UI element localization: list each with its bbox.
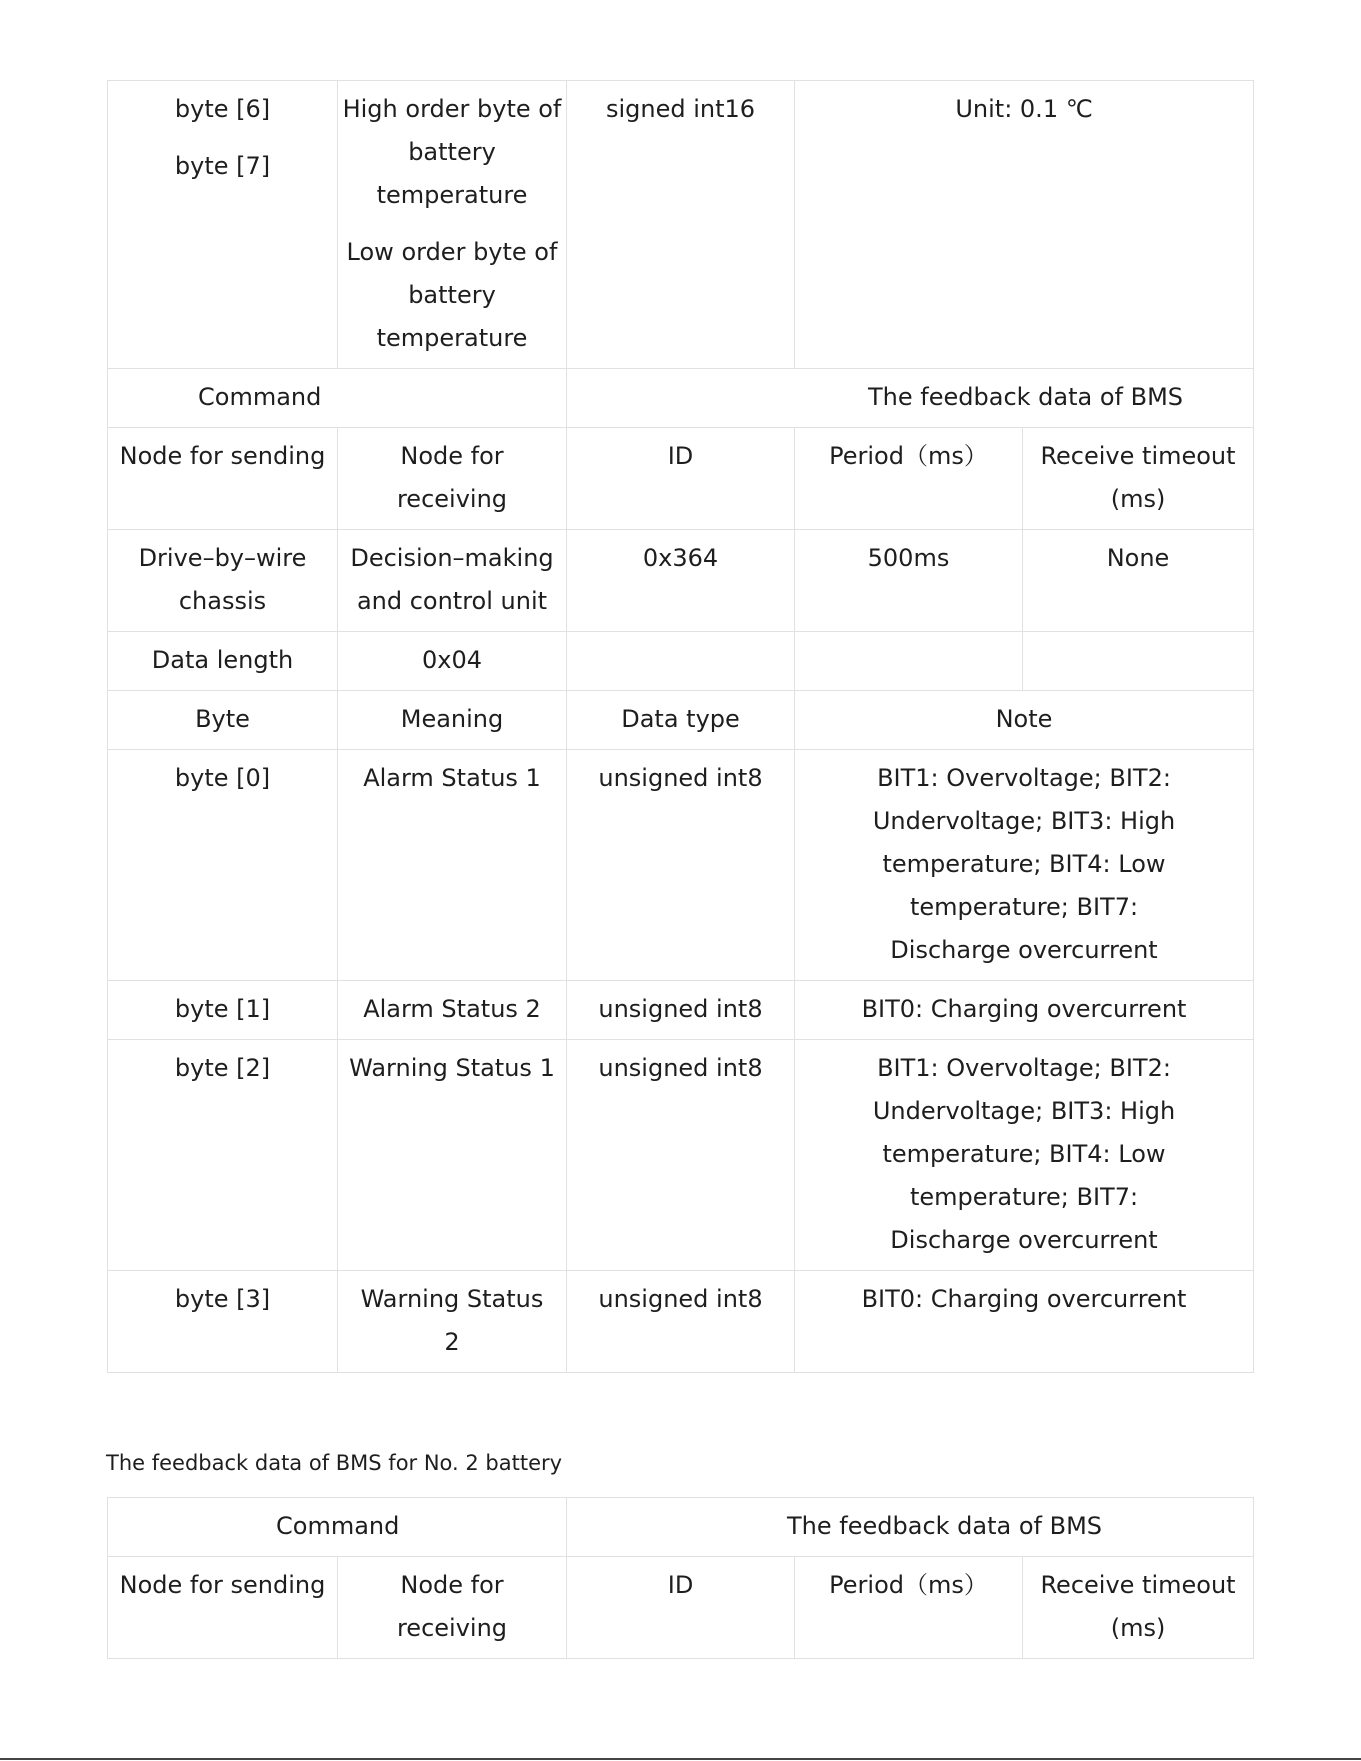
note-cell: Unit: 0.1 ℃ (795, 81, 1254, 369)
data-type-cell: unsigned int8 (567, 1271, 795, 1373)
meaning-cell: Warning Status 2 (338, 1271, 567, 1373)
table-row (108, 981, 1254, 1040)
header-cell: Receive timeout (ms) (1023, 1557, 1254, 1659)
data-length-value: 0x04 (338, 632, 567, 691)
header-cell: ID (567, 1557, 795, 1659)
header-cell: Byte (108, 691, 338, 750)
data-length-label: Data length (108, 632, 338, 691)
table-row (108, 750, 1254, 981)
byte-label: byte [6] (174, 95, 271, 123)
command-row (108, 1498, 1254, 1557)
header-cell: Receive timeout (ms) (1023, 428, 1254, 530)
data-type-cell: unsigned int8 (567, 1040, 795, 1271)
table-row (108, 1040, 1254, 1271)
bms-table-battery-1 (107, 80, 1254, 1373)
byte-cell: byte [1] (108, 981, 338, 1040)
header-cell: Node for receiving (338, 428, 567, 530)
header-cell: Period（ms） (795, 428, 1023, 530)
header-cell: Node for receiving (338, 1557, 567, 1659)
byte-cell: byte [0] (108, 750, 338, 981)
header-cell: Period（ms） (795, 1557, 1023, 1659)
command-row (108, 369, 1254, 428)
meaning-cell: Warning Status 1 (338, 1040, 567, 1271)
command-value: The feedback data of BMS (567, 369, 1254, 428)
data-type-cell: unsigned int8 (567, 981, 795, 1040)
byte-header-row (108, 691, 1254, 750)
meaning-text: High order byte of battery temperature (342, 95, 562, 209)
meaning-cell (338, 81, 567, 369)
header-row (108, 428, 1254, 530)
header-row (108, 1557, 1254, 1659)
header-cell: Note (795, 691, 1254, 750)
command-label: Command (108, 1498, 567, 1557)
header-cell: ID (567, 428, 795, 530)
page-bottom-rule (0, 1758, 1361, 1760)
data-type-cell: unsigned int8 (567, 750, 795, 981)
data-type-cell: signed int16 (567, 81, 795, 369)
bms-table-battery-2 (107, 1497, 1254, 1659)
meaning-cell: Alarm Status 1 (338, 750, 567, 981)
value-cell: Decision–making and control unit (338, 530, 567, 632)
table-row (108, 1271, 1254, 1373)
header-cell: Meaning (338, 691, 567, 750)
note-cell: BIT1: Overvoltage; BIT2: Undervoltage; BIT3: High temperature; BIT4: Low temperature; BIT7: Discharge overcurrent (795, 750, 1254, 981)
command-value: The feedback data of BMS (567, 1498, 1254, 1557)
command-label: Command (108, 369, 567, 428)
header-cell: Node for sending (108, 428, 338, 530)
meaning-cell: Alarm Status 2 (338, 981, 567, 1040)
note-cell: BIT0: Charging overcurrent (795, 1271, 1254, 1373)
empty-cell (567, 632, 795, 691)
table-row (108, 81, 1254, 369)
meaning-text: Low order byte of battery temperature (346, 238, 558, 352)
data-length-row (108, 632, 1254, 691)
values-row (108, 530, 1254, 632)
note-cell: BIT1: Overvoltage; BIT2: Undervoltage; BIT3: High temperature; BIT4: Low temperature; BIT7: Discharge overcurrent (795, 1040, 1254, 1271)
value-cell: 0x364 (567, 530, 795, 632)
empty-cell (1023, 632, 1254, 691)
note-cell: BIT0: Charging overcurrent (795, 981, 1254, 1040)
header-cell: Data type (567, 691, 795, 750)
byte-cell: byte [3] (108, 1271, 338, 1373)
header-cell: Node for sending (108, 1557, 338, 1659)
table-caption: The feedback data of BMS for No. 2 battery (106, 1451, 563, 1475)
byte-cell (108, 81, 338, 369)
value-cell: None (1023, 530, 1254, 632)
empty-cell (795, 632, 1023, 691)
byte-label: byte [7] (174, 152, 271, 180)
value-cell: 500ms (795, 530, 1023, 632)
value-cell: Drive–by–wire chassis (108, 530, 338, 632)
byte-cell: byte [2] (108, 1040, 338, 1271)
